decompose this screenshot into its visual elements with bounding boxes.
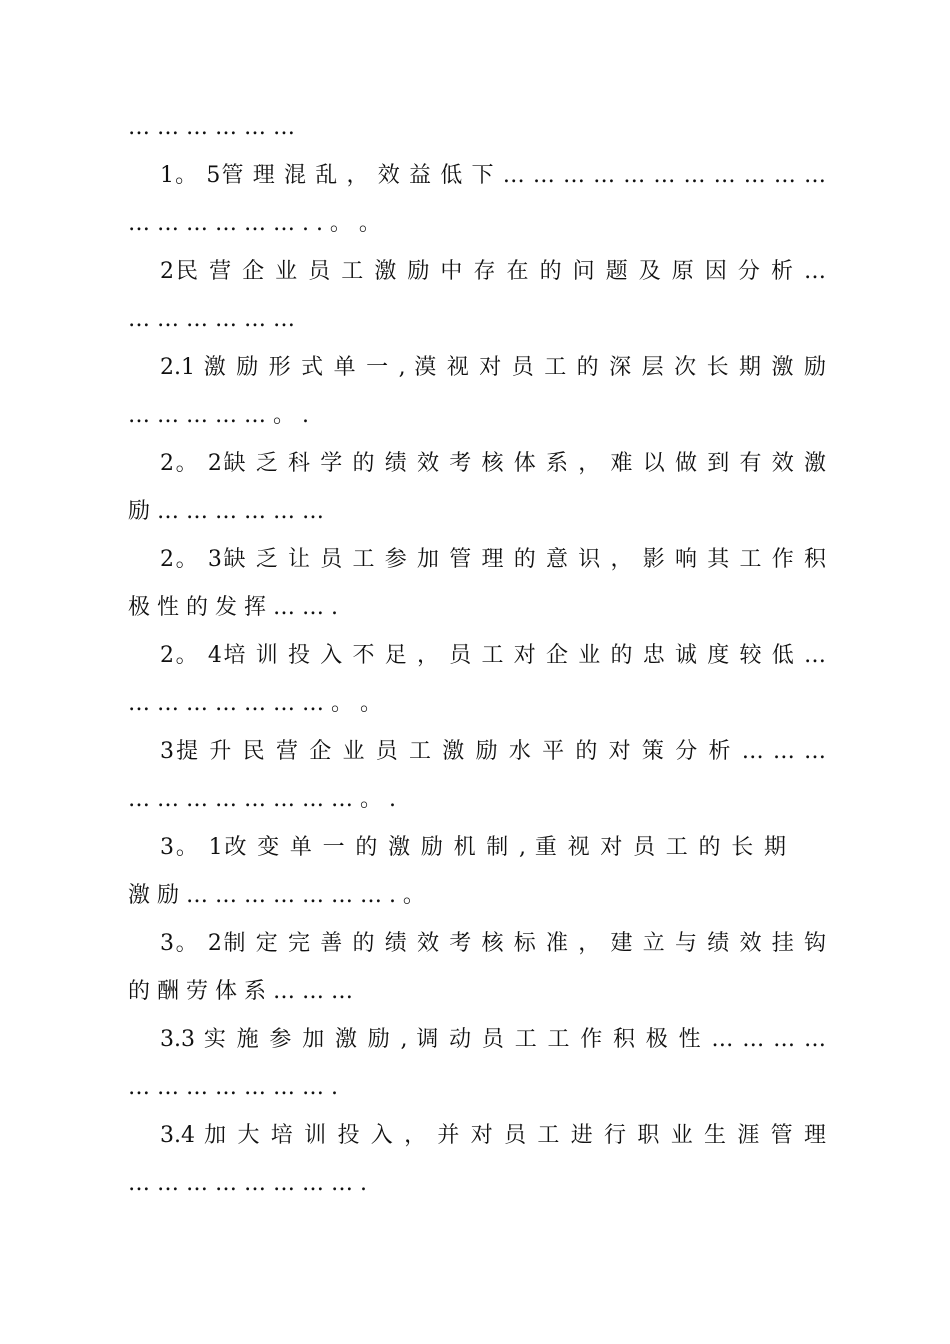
toc-entry-2-2: 2。 2缺 乏 科 学 的 绩 效 考 核 体 系 ， 难 以 做 到 有 效 激 bbox=[160, 451, 826, 476]
toc-line: 激 励 … … … … … … … . 。 bbox=[128, 883, 425, 908]
toc-entry-2-1: 2.1 激 励 形 式 单 一 , 漠 视 对 员 工 的 深 层 次 长 期 激 励 bbox=[160, 355, 826, 380]
toc-line: … … … … … … . . 。 。 bbox=[128, 211, 381, 236]
toc-entry-2: 2民 营 企 业 员 工 激 励 中 存 在 的 问 题 及 原 因 分 析 … bbox=[160, 259, 826, 284]
toc-line: … … … … … … bbox=[128, 115, 295, 140]
toc-line: … … … … … 。 . bbox=[128, 403, 309, 428]
toc-line: 的 酬 劳 体 系 … … … bbox=[128, 979, 353, 1004]
toc-entry-3-1: 3。 1改 变 单 一 的 激 励 机 制 , 重 视 对 员 工 的 长 期 bbox=[160, 835, 786, 860]
toc-entry-1-5: 1。 5管 理 混 乱 ， 效 益 低 下 … … … … … … … … … … … bbox=[160, 163, 826, 188]
toc-line: 励 … … … … … … bbox=[128, 499, 324, 524]
toc-entry-3-2: 3。 2制 定 完 善 的 绩 效 考 核 标 准 ， 建 立 与 绩 效 挂 钩 bbox=[160, 931, 826, 956]
toc-entry-2-4: 2。 4培 训 投 入 不 足 ， 员 工 对 企 业 的 忠 诚 度 较 低 … bbox=[160, 643, 826, 668]
toc-entry-3-4: 3.4 加 大 培 训 投 入 ， 并 对 员 工 进 行 职 业 生 涯 管 理 bbox=[160, 1123, 826, 1148]
toc-line: … … … … … … … … . bbox=[128, 1171, 367, 1196]
toc-line: … … … … … … … . bbox=[128, 1075, 338, 1100]
toc-entry-3: 3提 升 民 营 企 业 员 工 激 励 水 平 的 对 策 分 析 … … … bbox=[160, 739, 826, 764]
toc-line: 极 性 的 发 挥 … … . bbox=[128, 595, 338, 620]
toc-entry-3-3: 3.3 实 施 参 加 激 励 , 调 动 员 工 工 作 积 极 性 … … … … bbox=[160, 1027, 826, 1052]
toc-line: … … … … … … … … 。 . bbox=[128, 787, 396, 812]
toc-line: … … … … … … … 。 。 bbox=[128, 691, 382, 716]
toc-line: … … … … … … bbox=[128, 307, 295, 332]
toc-entry-2-3: 2。 3缺 乏 让 员 工 参 加 管 理 的 意 识 ， 影 响 其 工 作 积 bbox=[160, 547, 826, 572]
